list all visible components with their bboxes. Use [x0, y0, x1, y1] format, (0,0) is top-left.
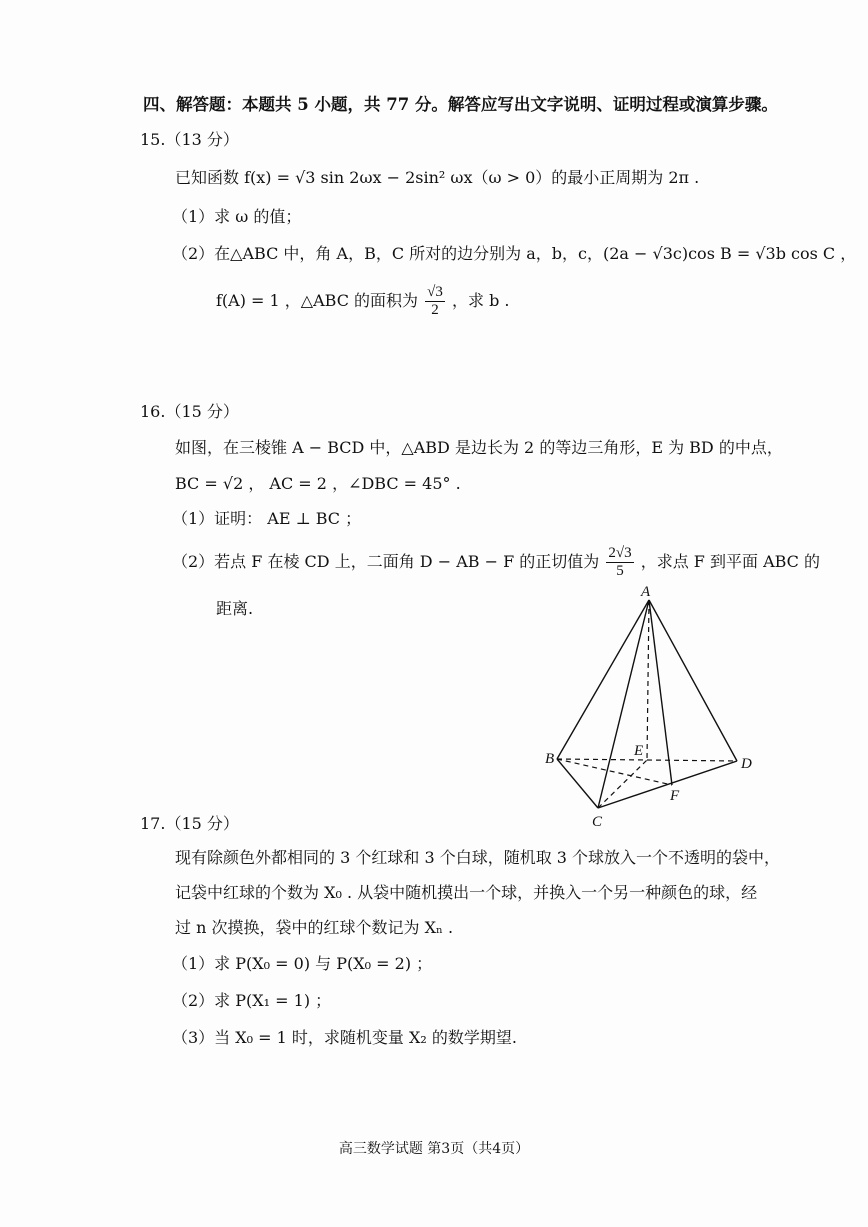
point-label-F: F [670, 788, 680, 804]
edge-AB [557, 600, 649, 759]
q16-line1: 如图，在三棱锥 A − BCD 中，△ABD 是边长为 2 的等边三角形，E 为 BD 的中点， [175, 438, 783, 457]
edge-CD [598, 761, 737, 808]
q16-part2-text: （2）若点 F 在棱 CD 上，二面角 D − AB − F 的正切值为 [172, 552, 600, 571]
q15-part2-condition-end: ，求 b . [451, 291, 510, 310]
q16-part2-text-end: ，求点 F 到平面 ABC 的 [640, 552, 821, 571]
q17-line2: 记袋中红球的个数为 X₀ . 从袋中随机摸出一个球，并换入一个另一种颜色的球，经 [175, 883, 758, 902]
vertex-label-A: A [641, 584, 651, 600]
q17-part1: （1）求 P(X₀ = 0) 与 P(X₀ = 2) ； [172, 954, 433, 973]
vertex-label-C: C [592, 814, 603, 830]
q15-intro: 已知函数 f(x) = √3 sin 2ωx − 2sin² ωx（ω > 0）的最小正周期为 2π . [175, 168, 700, 187]
q17-part2: （2）求 P(X₁ = 1) ； [172, 991, 332, 1010]
q15-part2-condition [216, 284, 510, 319]
point-label-E: E [634, 743, 644, 759]
q16-tangent-fraction [606, 545, 633, 580]
segment-AF [649, 600, 672, 785]
edge-AD [649, 600, 737, 761]
q15-part1: （1）求 ω 的值； [172, 207, 302, 226]
q15-part2-condition-text: f(A) = 1 ，△ABC 的面积为 [216, 291, 419, 310]
edge-AC [598, 600, 649, 808]
q17-part3: （3）当 X₀ = 1 时，求随机变量 X₂ 的数学期望. [172, 1028, 517, 1047]
fraction-denominator: 5 [616, 563, 624, 579]
q16-title: 16.（15 分） [140, 402, 239, 421]
hidden-segment-AE [647, 600, 649, 760]
q16-line2: BC = √2 ， AC = 2 ，∠DBC = 45° . [175, 474, 461, 493]
q15-area-fraction [425, 284, 445, 319]
q15-part2: （2）在△ABC 中，角 A，B，C 所对的边分别为 a，b，c，(2a − √3c)cos B = √3b cos C ， [172, 244, 857, 263]
fraction-numerator: 2√3 [608, 545, 632, 561]
q16-part2 [172, 545, 820, 580]
vertex-label-D: D [741, 756, 752, 772]
q16-part1: （1）证明： AE ⊥ BC ； [172, 509, 362, 528]
fraction-numerator: √3 [427, 284, 443, 300]
q16-part2-end: 距离. [216, 599, 254, 618]
fraction-denominator: 2 [431, 302, 439, 318]
hidden-segment-CE [598, 760, 647, 808]
q17-line1: 现有除颜色外都相同的 3 个红球和 3 个白球，随机取 3 个球放入一个不透明的袋中， [175, 848, 781, 867]
hidden-segment-BF [557, 759, 672, 785]
edge-BC [557, 759, 598, 808]
q15-title: 15.（13 分） [140, 130, 239, 149]
page-footer: 高三数学试题 第3页（共4页） [338, 1141, 530, 1157]
q17-title: 17.（15 分） [140, 814, 239, 833]
hidden-edge-BD [557, 759, 737, 761]
section-header: 四、解答题：本题共 5 小题，共 77 分。解答应写出文字说明、证明过程或演算步骤。 [143, 95, 778, 114]
q17-line3: 过 n 次摸换，袋中的红球个数记为 Xₙ . [175, 918, 454, 937]
vertex-label-B: B [545, 751, 555, 767]
